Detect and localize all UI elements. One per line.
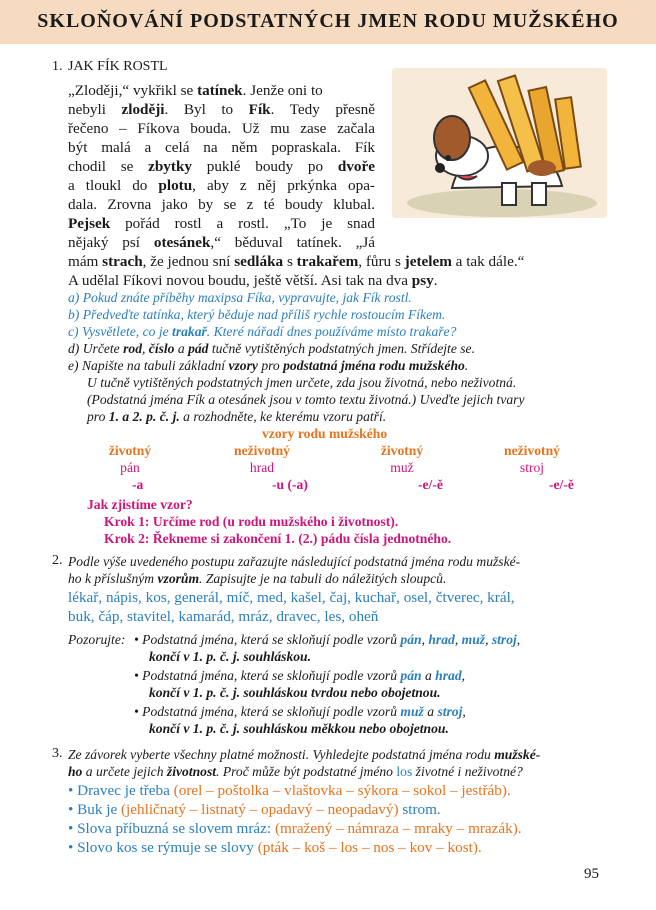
pattern-gender: životný (108, 443, 152, 458)
section-3-intro: ho a určete jejich životnost. Proč může být podstatné jméno los životné i neživotné? (68, 764, 523, 779)
page-number: 95 (584, 866, 599, 882)
section-3-number: 3. (52, 746, 63, 761)
section-2-intro: ho k příslušným vzorům. Zapisujte je na tabuli do náležitých sloupců. (68, 571, 447, 586)
task-b: b) Předveďte tatínka, který běduje nad příliš rychle rostoucím Fíkem. (68, 307, 446, 322)
observation-3: • Podstatná jména, která se skloňují podle vzorů muž a stroj, (134, 703, 466, 720)
observation-2: • Podstatná jména, která se skloňují podle vzorů pán a hrad, (134, 667, 465, 684)
header-band (0, 0, 656, 44)
section-2-number: 2. (52, 553, 63, 568)
page-title: SKLOŇOVÁNÍ PODSTATNÝCH JMEN RODU MUŽSKÉHO (37, 10, 619, 32)
pattern-word: muž (390, 460, 414, 475)
story-line: chodil se zbytky puklé boudy po dvoře (68, 158, 375, 175)
observation-2-b: končí v 1. p. č. j. souhláskou tvrdou nebo obojetnou. (149, 685, 441, 700)
exercise-item: • Slova příbuzná se slovem mráz: (mražený – námraza – mraky – mrazák). (68, 820, 522, 837)
bullet-icon (134, 632, 139, 647)
pattern-word: pán (120, 460, 140, 475)
story-line: A udělal Fíkovi novou boudu, ještě větší. Asi tak na dva psy. (68, 272, 438, 289)
how-question: Jak zjistíme vzor? (87, 497, 193, 512)
pattern-ending: -u (-a) (272, 477, 308, 492)
pattern-word: hrad (249, 460, 275, 475)
story-line: být malá a celá na něm popraskala. Fík (68, 139, 375, 156)
task-e-line: (Podstatná jména Fík a otesánek jsou v tomto textu životná.) Uveďte jejich tvary (87, 392, 525, 407)
observation-1-b: končí v 1. p. č. j. souhláskou. (149, 649, 312, 664)
pattern-word: stroj (519, 460, 545, 475)
pattern-ending: -e/-ě (418, 477, 443, 492)
task-a: a) Pokud znáte příběhy maxipsa Fíka, vypravujte, jak Fík rostl. (68, 290, 412, 305)
task-c: c) Vysvětlete, co je trakař. Které nářadí dnes používáme místo trakaře? (68, 324, 457, 339)
pattern-gender: neživotný (234, 443, 290, 458)
story-line: a tloukl do plotu, aby z něj prkýnka opa- (68, 177, 375, 194)
story-line: „Zloději,“ vykřikl se tatínek. Jenže oni to (68, 82, 323, 99)
story-line: Pejsek pořád rostl a rostl. „To je snad (68, 215, 375, 232)
patterns-title: vzory rodu mužského (262, 426, 388, 441)
task-e-line: pro 1. a 2. p. č. j. a rozhodněte, ke kterému vzoru patří. (87, 409, 387, 424)
how-step-1: Krok 1: Určíme rod (u rodu mužského i životnost). (104, 514, 399, 529)
task-e-line: U tučně vytištěných podstatných jmen určete, zda jsou životná, nebo neživotná. (87, 375, 517, 390)
how-step-2: Krok 2: Řekneme si zakončení 1. (2.) pádu čísla jednotného. (104, 531, 452, 546)
section-1-title: JAK FÍK ROSTL (68, 59, 168, 74)
exercise-item: • Dravec je třeba (orel – poštolka – vlaštovka – sýkora – sokol – jestřáb). (68, 782, 511, 799)
task-e: e) Napište na tabuli základní vzory pro podstatná jména rodu mužského. (68, 358, 469, 373)
dog-illustration (392, 68, 607, 218)
observation-1: • Podstatná jména, která se skloňují podle vzorů pán, hrad, muž, stroj, (134, 631, 520, 648)
section-2-intro: Podle výše uvedeného postupu zařazujte následující podstatná jména rodu mužské- (68, 554, 521, 569)
words-line: buk, čáp, stavitel, kamarád, mráz, dravec, les, oheň (68, 608, 379, 625)
dog-with-kennel-icon (392, 68, 607, 218)
words-line: lékař, nápis, kos, generál, míč, med, kašel, čaj, kuchař, osel, čtverec, král, (68, 589, 515, 606)
observation-3-b: končí v 1. p. č. j. souhláskou měkkou nebo obojetnou. (149, 721, 449, 736)
bullet-icon (134, 668, 139, 683)
pattern-ending: -e/-ě (549, 477, 574, 492)
pattern-gender: neživotný (504, 443, 560, 458)
pattern-gender: životný (380, 443, 424, 458)
task-d: d) Určete rod, číslo a pád tučně vytištěných podstatných jmen. Střídejte se. (68, 341, 475, 356)
pattern-ending: -a (132, 477, 144, 492)
exercise-item: • Buk je (jehličnatý – listnatý – opadavý – neopadavý) strom. (68, 801, 441, 818)
bullet-icon (134, 704, 139, 719)
observe-label: Pozorujte: (68, 632, 126, 647)
section-3-intro: Ze závorek vyberte všechny platné možnosti. Vyhledejte podstatná jména rodu mužské- (68, 747, 541, 762)
story-line: řečeno – Fíkova bouda. Už mu zase začala (68, 120, 375, 137)
story-line: mám strach, že jednou sní sedláka s trakařem, fůru s jetelem a tak dále.“ (68, 253, 525, 270)
story-line: nějaký psí otesánek,“ běduval tatínek. „Já (68, 234, 375, 251)
section-1-number: 1. (52, 59, 63, 74)
story-line: dala. Zrovna jako by se z té boudy klubal. (68, 196, 375, 213)
story-line: nebyli zloději. Byl to Fík. Tedy přesně (68, 101, 375, 118)
exercise-item: • Slovo kos se rýmuje se slovy (pták – koš – los – nos – kov – kost). (68, 839, 482, 856)
